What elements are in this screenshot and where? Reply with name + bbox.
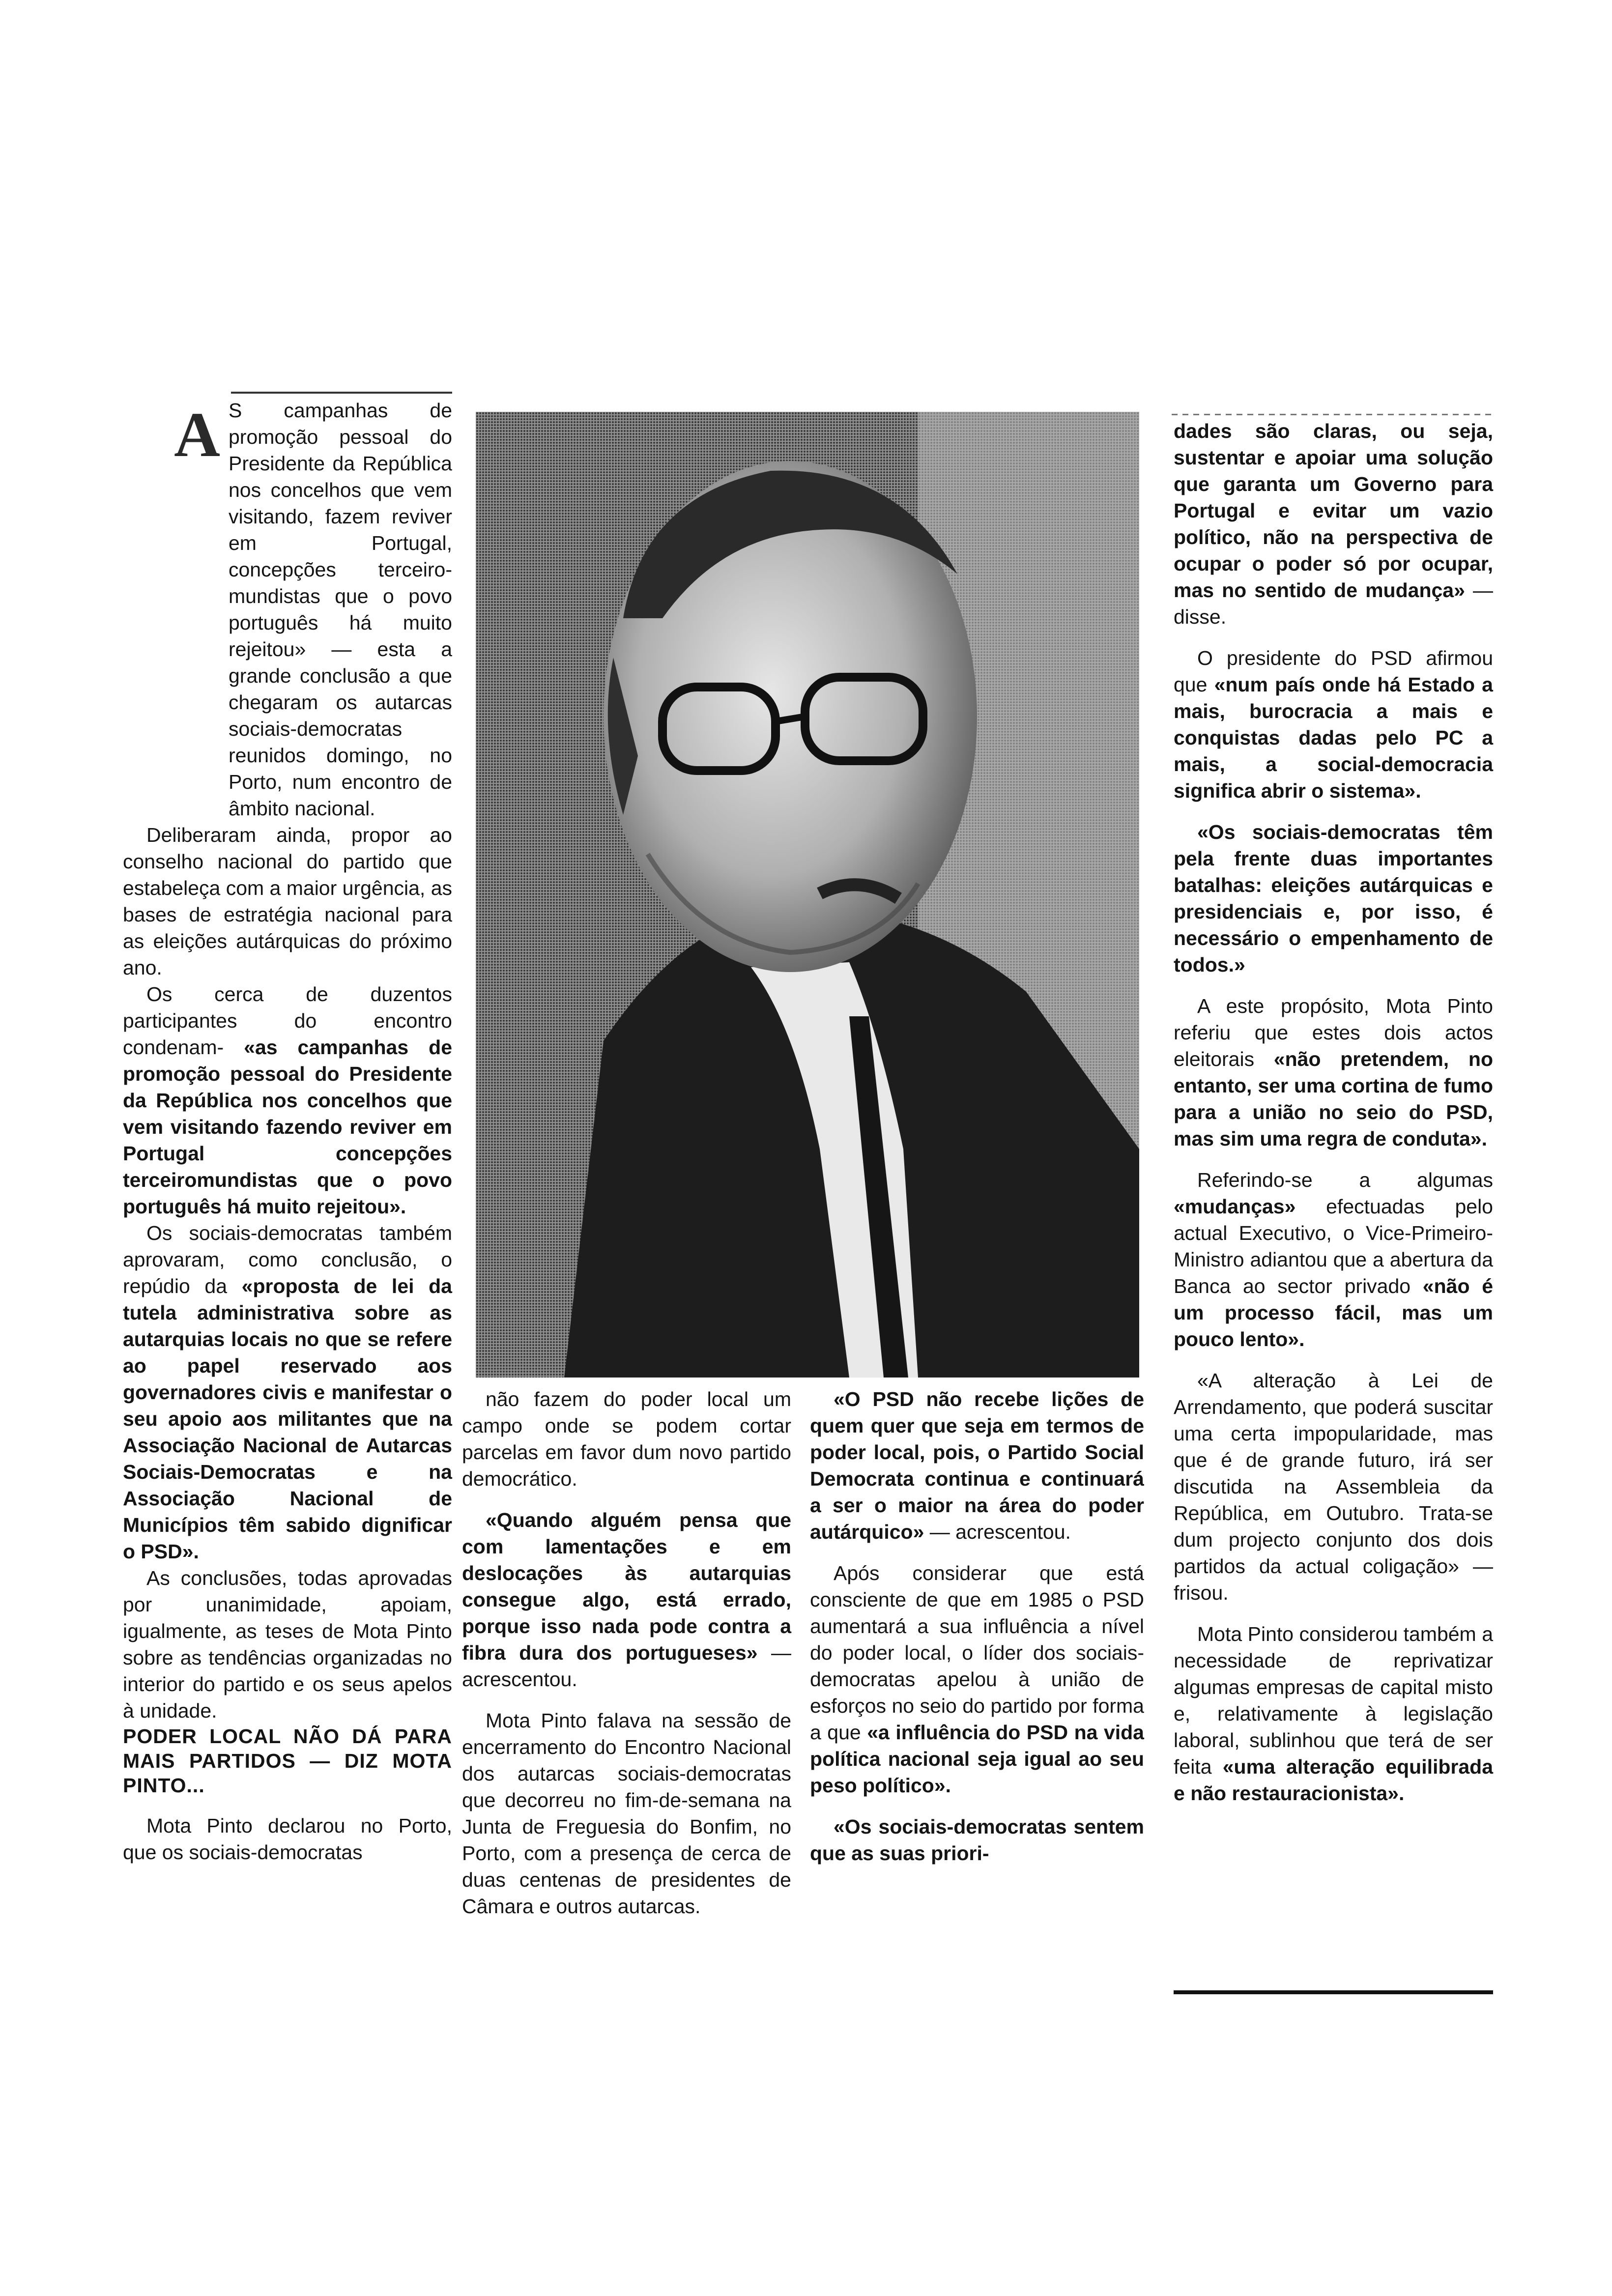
paragraph-1 [123, 397, 452, 822]
paragraph-14 [1174, 645, 1493, 804]
paragraph-10-tail: — acrescentou. [924, 1521, 1071, 1543]
paragraph-7: não fazem do poder local um campo onde se podem cortar parcelas em favor dum novo partido democrático. [462, 1388, 791, 1490]
portrait-image [476, 412, 1139, 1378]
drop-cap: A [174, 400, 220, 470]
paragraph-14-quote: «num país onde há Estado a mais, burocracia a mais e conquistas dadas pelo PC a mais, a social-democracia significa abrir o sistema». [1174, 673, 1493, 802]
paragraph-2: Deliberaram ainda, propor ao conselho nacional do partido que estabeleça com a maior urgência, as bases de estratégia nacional para as eleições autárquicas do próximo ano. [123, 824, 453, 979]
paragraph-3-quote: «as campanhas de promoção pessoal do Presidente da República nos concelhos que vem visitando fazendo reviver em Portugal concepções terceiromundistas que o povo português há muito rejeitou». [123, 1036, 453, 1218]
article-end-rule [1174, 1990, 1493, 1994]
column-2 [462, 1386, 791, 1920]
paragraph-16 [1174, 993, 1493, 1152]
paragraph-3 [123, 981, 452, 1220]
paragraph-10 [810, 1386, 1144, 1545]
paragraph-18: «A alteração à Lei de Arrendamento, que poderá suscitar uma certa impopularidade, mas que é de grande futuro, irá ser discutida na Assembleia da República, em Outubro. Trata-se dum projecto conjunto dos dois partidos da actual coligação» — frisou. [1174, 1369, 1493, 1604]
paragraph-11-lead: Após considerar que está consciente de que em 1985 o PSD aumentará a sua influência a nível do poder local, o líder dos sociais-democratas apelou à união de esforços no seio do partido por forma a que [810, 1562, 1144, 1744]
paragraph-11 [810, 1560, 1144, 1799]
paragraph-17-lead: Referindo-se a algumas [1197, 1169, 1493, 1191]
paragraph-17-quote: «não é um processo fácil, mas um pouco lento». [1174, 1275, 1493, 1350]
paragraph-3-lead: Os cerca de duzentos participantes do encontro condenam- [123, 983, 452, 1059]
paragraph-13-quote: dades são claras, ou seja, sustentar e apoiar uma solução que garanta um Governo para Portugal e evitar um vazio político, não na perspectiva de ocupar o poder só por ocupar, mas no sentido de mudança» [1174, 420, 1493, 602]
subheadline: PODER LOCAL NÃO DÁ PARA MAIS PARTIDOS — DIZ MOTA PINTO... [123, 1725, 452, 1797]
paragraph-4 [123, 1220, 452, 1565]
paragraph-19-lead: Mota Pinto considerou também a necessidade de reprivatizar algumas empresas de capital misto e, relativamente à legislação laboral, sublinhou que terá de ser feita [1174, 1623, 1493, 1778]
paragraph-13 [1174, 418, 1493, 630]
column-4-rule [1172, 414, 1496, 415]
paragraph-15-quote: «Os sociais-democratas têm pela frente duas importantes batalhas: eleições autárquicas e presidenciais e, por isso, é necessário o empenhamento de todos.» [1174, 821, 1493, 976]
paragraph-16-lead: A este propósito, Mota Pinto referiu que estes dois actos eleitorais [1174, 995, 1493, 1070]
paragraph-4-lead: Os sociais-democratas também aprovaram, como conclusão, o repúdio da [123, 1222, 452, 1297]
paragraph-4-quote: «proposta de lei da tutela administrativa sobre as autarquias locais no que se refere ao papel reservado aos governadores civis e manifestar o seu apoio aos militantes que na Associação Nacional de Autarcas Sociais-Democratas e na Associação Nacional de Municípios têm sabido dignificar o PSD». [123, 1275, 452, 1563]
paragraph-10-quote: «O PSD não recebe lições de quem quer que seja em termos de poder local, pois, o Partido Social Democrata continua e continuará a ser o maior na área do poder autárquico» [810, 1388, 1144, 1543]
paragraph-15 [1174, 819, 1493, 978]
paragraph-12-quote: «Os sociais-democratas sentem que as suas priori- [810, 1815, 1144, 1865]
paragraph-17 [1174, 1167, 1493, 1352]
paragraph-1-text: S campanhas de promoção pessoal do Presidente da República nos concelhos que vem visitando, fazem reviver em Portugal, concepções terceiro-mundistas que o povo português há muito rejeitou» — esta a grande conclusão a que chegaram os autarcas sociais-democratas reunidos domingo, no Porto, num encontro de âmbito nacional. [229, 399, 452, 820]
paragraph-12 [810, 1813, 1144, 1866]
paragraph-13-tail: — disse. [1174, 579, 1493, 628]
paragraph-5: As conclusões, todas aprovadas por unanimidade, apoiam, igualmente, as teses de Mota Pinto sobre as tendências organizadas no interior do partido e os seus apelos à unidade. [123, 1567, 452, 1722]
paragraph-11-quote: «a influência do PSD na vida política nacional seja igual ao seu peso político». [810, 1721, 1144, 1797]
paragraph-8 [462, 1507, 791, 1693]
paragraph-14-lead: O presidente do PSD afirmou que [1174, 647, 1493, 696]
paragraph-8-tail: — acrescentou. [462, 1641, 791, 1691]
column-4 [1174, 418, 1493, 1807]
paragraph-19 [1174, 1621, 1493, 1807]
paragraph-17-mid: efectuadas pelo actual Executivo, o Vice-Primeiro-Ministro adiantou que a abertura da Banca ao sector privado [1174, 1195, 1493, 1297]
paragraph-9: Mota Pinto falava na sessão de encerramento do Encontro Nacional dos autarcas sociais-democratas que decorreu no fim-de-semana na Junta de Freguesia do Bonfim, no Porto, com a presença de cerca de duas centenas de presidentes de Câmara e outros autarcas. [462, 1709, 791, 1918]
paragraph-16-quote: «não pretendem, no entanto, ser uma cortina de fumo para a união no seio do PSD, mas sim uma regra de conduta». [1174, 1048, 1493, 1150]
portrait-photo [476, 412, 1139, 1378]
paragraph-6: Mota Pinto declarou no Porto, que os sociais-democratas [123, 1814, 452, 1864]
lead-rule [231, 392, 452, 394]
paragraph-17-term: «mudanças» [1174, 1195, 1296, 1218]
paragraph-19-quote: «uma alteração equilibrada e não restauracionista». [1174, 1755, 1494, 1805]
paragraph-8-quote: «Quando alguém pensa que com lamentações e em deslocações às autarquias consegue algo, está errado, porque isso nada pode contra a fibra dura dos portugueses» [462, 1509, 791, 1664]
column-3 [810, 1386, 1144, 1866]
column-1 [123, 397, 452, 1866]
